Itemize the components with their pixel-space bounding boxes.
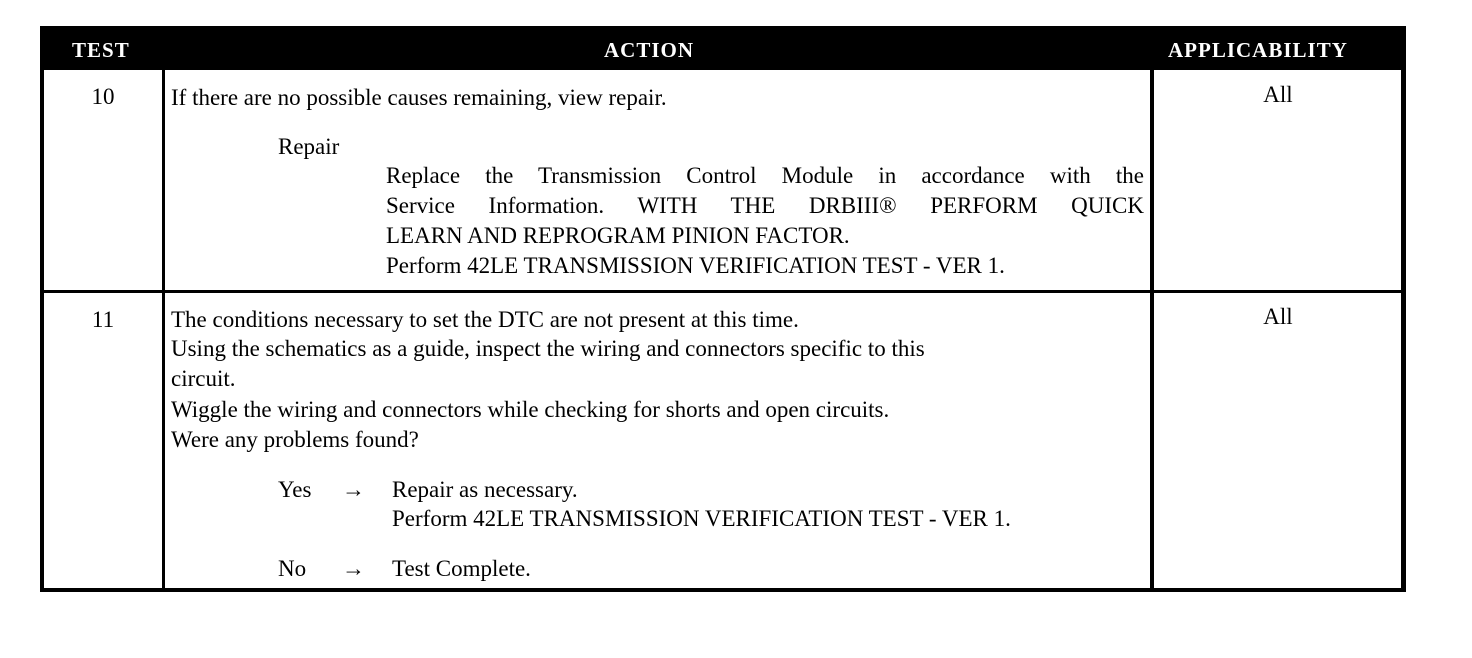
repair-line: Replace the Transmission Control Module in accordance with the: [386, 163, 1144, 188]
test-number: 11: [91, 307, 115, 332]
applicability-value: All: [1263, 304, 1293, 329]
action-line: circuit.: [171, 366, 236, 391]
header-test: TEST: [72, 38, 130, 62]
yes-text-line: Perform 42LE TRANSMISSION VERIFICATION TEST - VER 1.: [392, 506, 1011, 531]
action-line: Were any problems found?: [171, 427, 419, 452]
repair-text: [386, 161, 1144, 281]
applicability-value: All: [1263, 82, 1293, 107]
no-label: No: [278, 556, 307, 581]
action-line: Wiggle the wiring and connectors while checking for shorts and open circuits.: [171, 397, 890, 422]
header-action: ACTION: [604, 38, 695, 62]
no-text-line: Test Complete.: [392, 556, 531, 581]
diagnostic-test-table: [40, 26, 1406, 592]
test-number: 10: [91, 84, 115, 109]
yes-label: Yes: [278, 477, 312, 502]
action-line: The conditions necessary to set the DTC are not present at this time.: [171, 307, 799, 332]
table-header: [44, 30, 1401, 70]
action-line: If there are no possible causes remaining, view repair.: [171, 85, 667, 110]
repair-label: Repair: [278, 134, 340, 159]
arrow-right-icon: →: [342, 477, 365, 502]
repair-line: Perform 42LE TRANSMISSION VERIFICATION TEST - VER 1.: [386, 253, 1005, 278]
action-line: Using the schematics as a guide, inspect the wiring and connectors specific to this: [171, 336, 925, 361]
header-applicability: APPLICABILITY: [1168, 38, 1348, 62]
row-divider: [44, 290, 1401, 293]
arrow-right-icon: →: [342, 556, 365, 581]
repair-line: Service Information. WITH THE DRBIII® PERFORM QUICK: [386, 193, 1144, 218]
repair-line: LEARN AND REPROGRAM PINION FACTOR.: [386, 223, 850, 248]
column-divider: [162, 70, 165, 588]
yes-text-line: Repair as necessary.: [392, 477, 578, 502]
